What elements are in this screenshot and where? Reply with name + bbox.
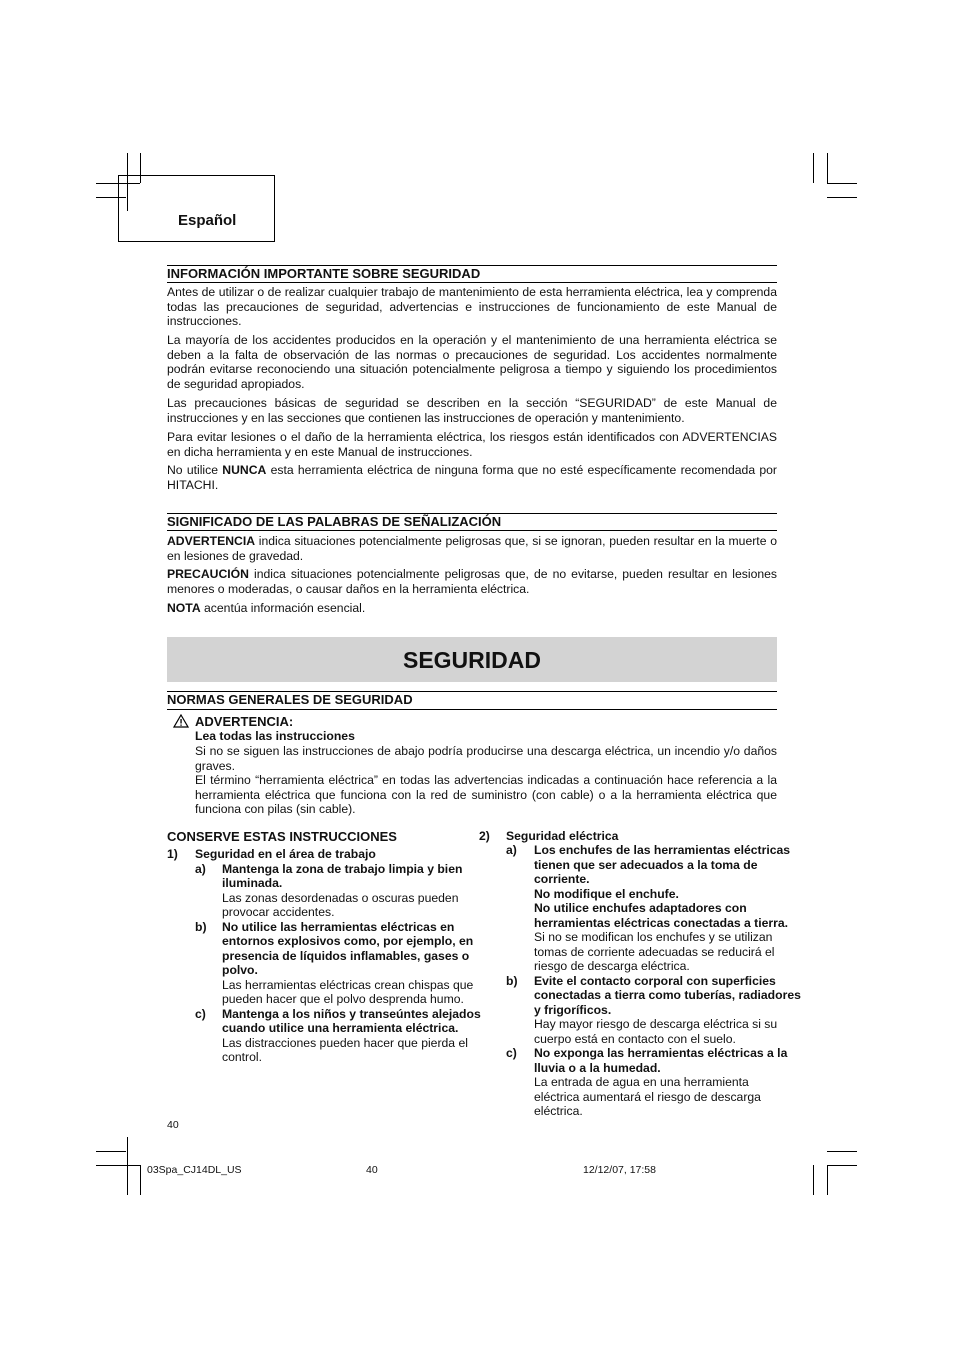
list-item-text: control. (222, 1050, 262, 1064)
list-number: 1) (167, 847, 178, 861)
list-number: 2) (479, 829, 490, 843)
list-item-bold: No modifique el enchufe. (534, 887, 679, 901)
list-item-bold: iluminada. (222, 876, 283, 890)
crop-mark (127, 1137, 128, 1195)
crop-mark (827, 153, 828, 183)
list-item-bold: corriente. (534, 872, 590, 886)
list-letter: b) (506, 974, 518, 988)
list-item-text: La entrada de agua en una herramienta (534, 1075, 749, 1089)
list-item-bold: No utilice las herramientas eléctricas en (222, 920, 455, 934)
section-title-signals: SIGNIFICADO DE LAS PALABRAS DE SEÑALIZACIÓN (167, 514, 502, 529)
list-letter: a) (506, 843, 517, 857)
list-item-bold: entornos explosivos como, por ejemplo, en (222, 934, 474, 948)
section-rule (167, 282, 777, 283)
crop-mark (96, 1165, 140, 1166)
paragraph (167, 601, 777, 616)
list-letter: c) (195, 1007, 206, 1021)
list-item-bold: Los enchufes de las herramientas eléctricas (534, 843, 791, 857)
crop-mark (827, 1165, 828, 1195)
crop-mark (827, 197, 857, 198)
crop-mark (813, 1165, 814, 1195)
list-item-text: Hay mayor riesgo de descarga eléctrica si su (534, 1017, 778, 1031)
list-item-bold: No utilice enchufes adaptadores con (534, 901, 747, 915)
list-item-bold: conectadas a tierra como tuberías, radiadores (534, 988, 801, 1002)
text: indica situaciones potencialmente peligrosas que, si se ignoran, pueden resultar en la muerte o en lesiones de gravedad. (167, 534, 777, 563)
list-item-text: riesgo de descarga eléctrica. (534, 959, 690, 973)
crop-mark (827, 1165, 857, 1166)
keyword: NOTA (167, 601, 201, 615)
list-item-text: provocar accidentes. (222, 905, 335, 919)
paragraph: Para evitar lesiones o el daño de la herramienta eléctrica, los riesgos están identificados con ADVERTENCIAS en dicha herramienta y en este Manual de instrucciones. (167, 430, 777, 459)
list-item-bold: Mantenga la zona de trabajo limpia y bien (222, 862, 463, 876)
list-item-text: pueden hacer que el polvo desprenda humo. (222, 992, 464, 1006)
list-item-bold: Mantenga a los niños y transeúntes alejados (222, 1007, 481, 1021)
crop-mark (827, 183, 857, 184)
list-letter: a) (195, 862, 206, 876)
crop-mark (96, 1151, 126, 1152)
text: No utilice (167, 463, 223, 477)
text: indica situaciones potencialmente peligrosas que, de no evitarse, pueden resultar en lesiones menores o moderadas, o causar daños en la herramienta eléctrica. (167, 567, 777, 596)
crop-mark (140, 1165, 141, 1195)
slug-page-number: 40 (366, 1164, 378, 1176)
list-item-bold: Evite el contacto corporal con superficies (534, 974, 776, 988)
banner-title: SEGURIDAD (402, 647, 541, 673)
list-item-bold: tienen que ser adecuados a la toma de (534, 858, 758, 872)
list-item-text: Las herramientas eléctricas crean chispas que (222, 978, 474, 992)
crop-mark (813, 153, 814, 183)
list-letter: c) (506, 1046, 517, 1060)
list-item-text: Si no se modifican los enchufes y se utilizan (534, 930, 773, 944)
warning-label: ADVERTENCIA: (195, 714, 294, 729)
keyword: PRECAUCIÓN (167, 567, 249, 581)
list-item-bold: herramientas eléctricas conectadas a tierra. (534, 916, 789, 930)
paragraph: El término “herramienta eléctrica” en todas las advertencias indicadas a continuación hace referencia a la herramienta eléctrica que funciona con la red de suministro (con cable) o a la herramienta eléctrica que funciona con pilas (sin cable). (195, 773, 777, 817)
list-item-text: tomas de corriente adecuadas se reducirá el (534, 945, 775, 959)
list-item-text: Las zonas desordenadas o oscuras pueden (222, 891, 459, 905)
language-label: Español (178, 212, 237, 229)
text: esta herramienta eléctrica de ninguna forma que no esté específicamente recomendada por HITACHI. (167, 463, 777, 492)
list-item-bold: polvo. (222, 963, 258, 977)
crop-mark (827, 1151, 857, 1152)
seguridad-banner (167, 637, 777, 682)
list-item-text: eléctrica aumentará el riesgo de descarga (534, 1090, 761, 1104)
list-item-bold: lluvia o a la humedad. (534, 1061, 661, 1075)
list-item-text: eléctrica. (534, 1104, 583, 1118)
list-item-title: Seguridad eléctrica (506, 829, 619, 843)
slug-file-name: 03Spa_CJ14DL_US (147, 1164, 242, 1176)
emphasis: NUNCA (222, 463, 267, 477)
list-letter: b) (195, 920, 207, 934)
paragraph (167, 567, 777, 596)
warning-triangle-icon (173, 714, 189, 728)
list-item-bold: cuando utilice una herramienta eléctrica. (222, 1021, 459, 1035)
language-tab (118, 175, 275, 242)
paragraph: Las precauciones básicas de seguridad se describen en la sección “SEGURIDAD” de este Manual de instrucciones y en las secciones que contienen las instrucciones de operación y mantenimiento. (167, 396, 777, 425)
paragraph: La mayoría de los accidentes producidos en la operación y el mantenimiento de una herramienta eléctrica se deben a la falta de observación de las normas o precauciones de seguridad. Los accidentes normalmente podrán evitarse reconociendo una situación potencialmente peligrosa a tiempo y siguiendo los procedimientos de seguridad apropiados. (167, 333, 777, 391)
list-item-text: Las distracciones pueden hacer que pierda el (222, 1036, 468, 1050)
section-rule (167, 530, 777, 531)
section-rule (167, 709, 777, 710)
paragraph (167, 463, 777, 492)
page-number: 40 (167, 1119, 179, 1131)
text: acentúa información esencial. (200, 601, 366, 615)
slug-date: 12/12/07, 17:58 (583, 1164, 656, 1176)
read-all-instructions: Lea todas las instrucciones (195, 729, 355, 743)
list-item-bold: presencia de líquidos inflamables, gases o (222, 949, 470, 963)
list-item-bold: y frigoríficos. (534, 1003, 612, 1017)
list-item-text: cuerpo está en contacto con el suelo. (534, 1032, 736, 1046)
list-item-title: Seguridad en el área de trabajo (195, 847, 376, 861)
keyword: ADVERTENCIA (167, 534, 256, 548)
paragraph: Si no se siguen las instrucciones de abajo podría producirse una descarga eléctrica, un incendio y/o daños graves. (195, 744, 777, 773)
paragraph (167, 534, 777, 563)
conserve-heading: CONSERVE ESTAS INSTRUCCIONES (167, 829, 397, 844)
section-title-info: INFORMACIÓN IMPORTANTE SOBRE SEGURIDAD (167, 266, 481, 281)
list-item-bold: No exponga las herramientas eléctricas a la (534, 1046, 788, 1060)
paragraph: Antes de utilizar o de realizar cualquier trabajo de mantenimiento de esta herramienta eléctrica, lea y comprenda todas las precauciones de seguridad, advertencias e instrucciones de funcionamiento de este Manual de instrucciones. (167, 285, 777, 329)
section-title-general: NORMAS GENERALES DE SEGURIDAD (167, 692, 413, 707)
